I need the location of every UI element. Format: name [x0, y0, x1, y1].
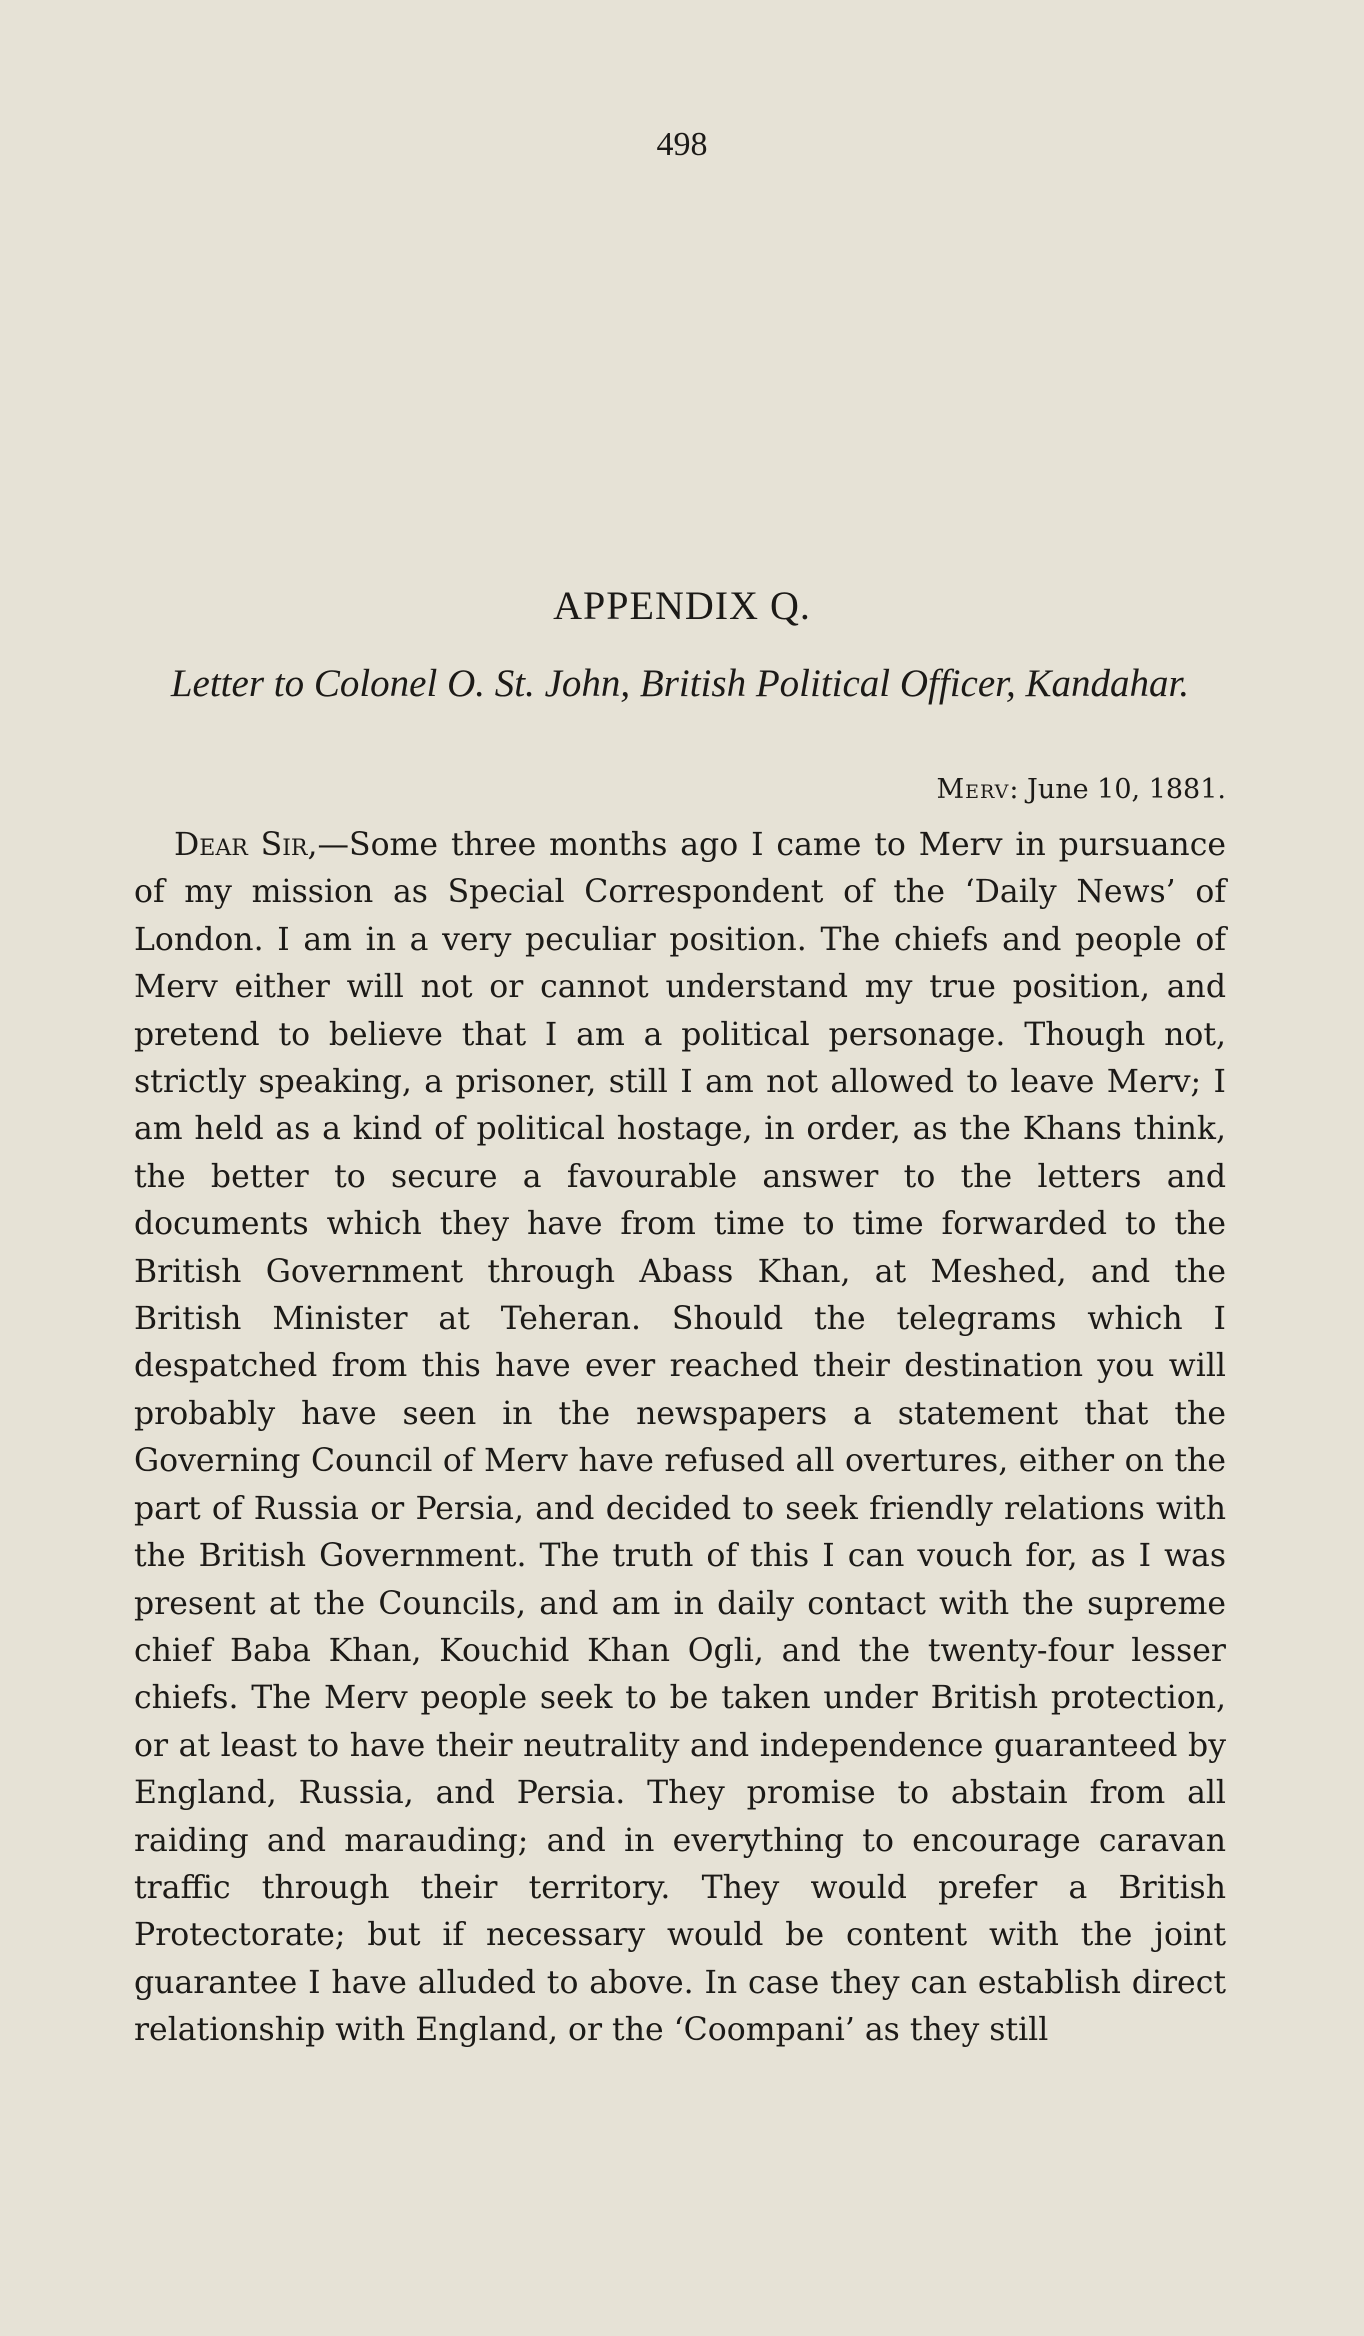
letter-salutation: Dear Sir, [174, 827, 318, 863]
appendix-heading: APPENDIX Q. [553, 583, 811, 628]
letter-subheading: Letter to Colonel O. St. John, British Political Officer, Kandahar. [170, 662, 1190, 705]
dateline [936, 774, 1226, 805]
page-number: 498 [656, 126, 708, 163]
letter-body [134, 822, 1226, 2055]
letter-text: —Some three months ago I came to Merv in pursuance of my mission as Special Correspondent of the ‘Daily News’ of London. I am in a very peculiar position. The chiefs and people of Merv either will not or cannot understand my true position, and pretend to believe that I am a political personage. Though not, strictly speaking, a prisoner, still I am not allowed to leave Merv; I am held as a kind of political hostage, in order, as the Khans think, the better to secure a favourable answer to the letters and documents which they have from time to time forwarded to the British Government through Abass Khan, at Meshed, and the British Minister at Teheran. Should the telegrams which I despatched from this have ever reached their destination you will probably have seen in the newspapers a statement that the Governing Council of Merv have refused all overtures, either on the part of Russia or Persia, and decided to seek friendly relations with the British Government. The truth of this I can vouch for, as I was present at the Councils, and am in daily contact with the supreme chief Baba Khan, Kouchid Khan Ogli, and the twenty-four lesser chiefs. The Merv people seek to be taken under British protection, or at least to have their neutrality and independence guaranteed by England, Russia, and Persia. They promise to abstain from all raiding and marauding; and in everything to encourage caravan traffic through their territory. They would prefer a British Protectorate; but if necessary would be content with the joint guarantee I have alluded to above. In case they can establish direct relationship with England, or the ‘Coompani’ as they still [134, 827, 1226, 2049]
dateline-place: Merv [936, 774, 1010, 805]
dateline-date: : June 10, 1881. [1009, 774, 1226, 805]
